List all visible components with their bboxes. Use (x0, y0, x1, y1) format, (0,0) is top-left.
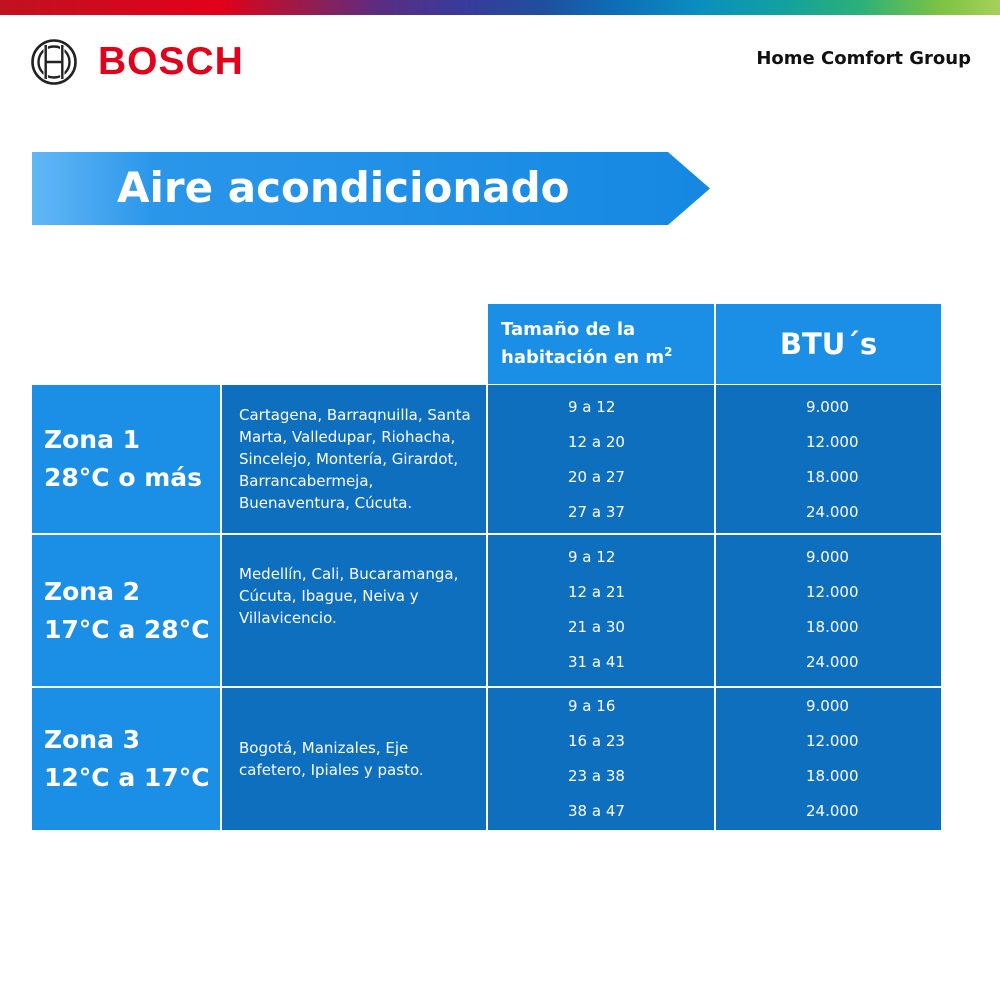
zone-3-btus (716, 688, 941, 830)
zone-3-cities: Bogotá, Manizales, Eje cafetero, Ipiales y pasto. (222, 688, 486, 830)
size-value: 16 a 23 (568, 732, 625, 750)
zone-2-sizes (488, 535, 714, 686)
zone-temperature: 17°C a 28°C (44, 614, 210, 644)
brand-name: BOSCH (98, 40, 244, 83)
btu-value: 12.000 (806, 433, 859, 451)
size-value: 27 a 37 (568, 503, 625, 521)
bosch-logo-icon (30, 38, 78, 86)
column-header-size (488, 304, 714, 384)
btu-value: 18.000 (806, 618, 859, 636)
zone-1-btus (716, 385, 941, 533)
btu-value: 24.000 (806, 503, 859, 521)
zone-3-sizes (488, 688, 714, 830)
zone-1-cities: Cartagena, Barraqnuilla, Santa Marta, Valledupar, Riohacha, Sincelejo, Montería, Girardot, Barrancabermeja, Buenaventura, Cúcuta. (222, 385, 486, 533)
page-title: Aire acondicionado (117, 163, 570, 212)
btu-value: 18.000 (806, 468, 859, 486)
brand-color-bar (0, 0, 1000, 15)
size-value: 38 a 47 (568, 802, 625, 820)
zone-3-label (32, 688, 220, 830)
zone-2-label (32, 535, 220, 686)
btu-value: 9.000 (806, 697, 849, 715)
btu-value: 24.000 (806, 802, 859, 820)
size-value: 9 a 16 (568, 697, 616, 715)
zone-1-label (32, 385, 220, 533)
size-value: 12 a 20 (568, 433, 625, 451)
zone-name: Zona 3 (44, 725, 141, 754)
btu-value: 24.000 (806, 653, 859, 671)
zone-2-cities: Medellín, Cali, Bucaramanga, Cúcuta, Ibague, Neiva y Villavicencio. (222, 535, 486, 686)
btu-value: 18.000 (806, 767, 859, 785)
zone-1-sizes (488, 385, 714, 533)
size-value: 9 a 12 (568, 548, 616, 566)
size-value: 9 a 12 (568, 398, 616, 416)
btu-value: 9.000 (806, 398, 849, 416)
column-header-size-label: Tamaño de la habitación en m (501, 319, 665, 368)
column-header-size-superscript: 2 (664, 345, 673, 359)
zone-temperature: 12°C a 17°C (44, 763, 210, 792)
zone-name: Zona 2 (44, 576, 141, 606)
zone-temperature: 28°C o más (44, 463, 203, 492)
btu-value: 12.000 (806, 732, 859, 750)
size-value: 23 a 38 (568, 767, 625, 785)
btu-value: 12.000 (806, 583, 859, 601)
column-header-btu: BTU´s (716, 304, 941, 384)
btu-value: 9.000 (806, 548, 849, 566)
size-value: 31 a 41 (568, 653, 625, 671)
size-value: 12 a 21 (568, 583, 625, 601)
zone-2-btus (716, 535, 941, 686)
group-name: Home Comfort Group (756, 48, 971, 69)
zone-name: Zona 1 (44, 425, 141, 454)
size-value: 20 a 27 (568, 468, 625, 486)
size-value: 21 a 30 (568, 618, 625, 636)
